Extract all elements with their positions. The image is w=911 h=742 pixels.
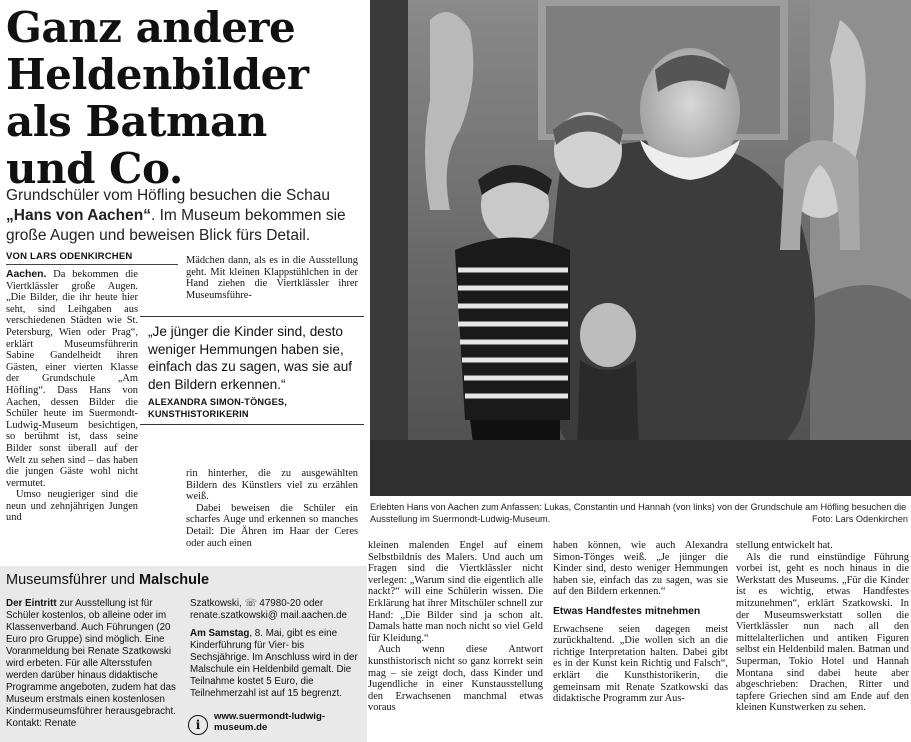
dateline: Aachen. (6, 269, 47, 280)
byline-rule (6, 264, 178, 265)
subhead-post: . Im Museum bekommen sie große Augen und beweisen Blick fürs Detail. (6, 207, 346, 244)
col3-paragraph-2: Auch wenn diese Antwort kunsthistorisch nicht so ganz korrekt sein mag – sie zeigt doch, dass Kinder und Jugendliche in einer Kunstausstellung den Erwachsenen manchmal etwas voraus (368, 644, 543, 714)
col3-paragraph-1: kleinen malenden Engel auf einem Selbstbildnis des Malers. Und auch um Fragen sind die Viertklässler nicht verlegen: „Warum sind die eigentlich alle nackt?“ will eine Schülerin wissen. Die Erklärung hat ihrer Mitschüler schnell zur Hand: „Die Bilder sind ja schon alt. Damals hatte man noch nicht so viel Geld für Kleidung.“ (368, 540, 543, 644)
info-icon: i (188, 715, 208, 735)
pull-quote (140, 316, 364, 425)
subheadline (6, 186, 366, 246)
col2-paragraph-1: rin hinterher, die zu ausgewählten Bildern des Künstlers viel zu erzählen weiß. (186, 468, 358, 503)
photo-caption (370, 502, 908, 525)
col5-paragraph-2: Als die rund einstündige Führung vorbei ist, geht es noch hinaus in die Werkstatt des Museums. „Für die Kinder ist es wichtig, etwas Handfestes mitzunehmen“, erklärt Szatkowski. In der Museumswerkstatt sollen die Viertklässler nun nach all den mittelalterlichen und antiken Figuren selbst ein Heldenbild malen. Batman und Superman, Tokio Hotel und Hannah Montana sind dabei heute aber abgeschrieben: Drachen, Ritter und tapfere Griechen sind am Ende auf den kleinen Kunstwerken zu sehen. (736, 551, 909, 714)
article-column-4 (553, 540, 728, 742)
article-column-2-bottom (186, 468, 358, 560)
article-column-2-top (186, 255, 358, 303)
col1-paragraph-2: Umso neugieriger sind die neun und zehnjährigen Jungen und (6, 489, 138, 524)
info-entry-label: Der Eintritt (6, 598, 57, 609)
subhead-pre: Grundschüler vom Höfling besuchen die Schau (6, 187, 330, 204)
subhead-exhibition: „Hans von Aachen“ (6, 207, 151, 224)
col2-paragraph-2: Dabei beweisen die Schüler ein scharfes Auge und erkennen so manches Detail: Die Ähren im Haar der Ceres oder auch einen (186, 502, 358, 549)
info-box-right-column (190, 598, 362, 708)
contact-phone: Szatkowski, ☏ 47980-20 oder (190, 598, 324, 609)
photo-illustration (370, 0, 911, 496)
info-title-bold: Malschule (138, 572, 210, 588)
saturday-label: Am Samstag (190, 628, 250, 639)
contact-email[interactable]: renate.szatkowski@ mail.aachen.de (190, 610, 347, 621)
article-column-3 (368, 540, 543, 742)
col2-paragraph-top: Mädchen dann, als es in die Ausstellung geht. Mit kleinen Klappstühlchen in der Hand ziehen die Viertklässler ihrer Museumsführe- (186, 255, 358, 301)
saturday-text: , 8. Mai, gibt es eine Kinderführung für Vier- bis Sechsjährige. Im Anschluss wird in der Malschule ein Heldenbild gemalt. Die Teilnahme kostet 5 Euro, die Teilnehmerzahl ist auf 15 begrenzt. (190, 628, 358, 699)
info-title-plain: Museumsführer und (6, 572, 139, 588)
pull-quote-author (148, 396, 364, 420)
pull-quote-name: ALEXANDRA SIMON-TÖNGES, (148, 397, 288, 407)
col4-paragraph-2: Erwachsene seien dagegen meist zurückhaltend. „Die wollen sich an die richtige Interpretation halten. Dabei gibt es in der Kunst kein Richtig und Falsch“, erklärt die Kunsthistorikerin, die gemeinsam mit Renate Szatkowski das didaktische Programm zur Aus- (553, 623, 728, 705)
col4-paragraph-1: haben können, wie auch Alexandra Simon-Tönges weiß. „Je jünger die Kinder sind, desto weniger Hemmungen haben sie, einfach das zu sagen, was sie auf den Bildern erkennen.“ (553, 540, 728, 598)
headline: Ganz andere Heldenbilder als Batman und Co. (6, 3, 309, 193)
section-heading: Etwas Handfestes mitnehmen (553, 605, 701, 617)
article-column-5 (736, 540, 909, 742)
info-box-left-column (6, 598, 178, 742)
info-entry-text: zur Ausstellung ist für Schüler kostenlos, ob alleine oder im Klassenverband. Auch Führungen (20 Euro pro Gruppe) sind möglich. Eine Voranmeldung bei Renate Szatkowski wird erbeten. Für alle Altersstufen werden darüber hinaus didaktische Programme angeboten, zudem hat das Museum erstmals einen kostenlosen Kindermuseumsführer herausgebracht. Kontakt: Renate (6, 598, 176, 729)
col5-paragraph-1: stellung entwickelt hat. (736, 540, 833, 551)
photo-credit: Foto: Lars Odenkirchen (811, 513, 908, 524)
pull-quote-role: KUNSTHISTORIKERIN (148, 409, 249, 419)
caption-text: Erlebten Hans von Aachen zum Anfassen: Lukas, Constantin und Hannah (von links) von der Grundschule am Höfling besuchen die Ausstellung im Suermondt-Ludwig-Museum. (370, 502, 907, 524)
col1-paragraph-1: Da bekommen die Viertklässler große Augen. „Die Bilder, die ihr heute hier seht, sind Leihgaben aus verschiedenen Städten wie St. Petersburg, Wien oder Prag“, erklärt Museumsführerin Sabine Gandelheidt ihren Gästen, einer vierten Klasse der Grundschule „Am Höfling“. Dass Hans von Aachen, dessen Bilder die Schüler heute im Suermondt-Ludwig-Museum besichtigen, so berühmt ist, dass seine Bilder sonst überall auf der Welt zu sehen sind – das haben die jungen Gäste wohl nicht vermutet. (6, 269, 138, 489)
article-photo (370, 0, 911, 496)
byline: VON LARS ODENKIRCHEN (6, 251, 133, 262)
museum-website-link[interactable]: www.suermondt-ludwig-museum.de (214, 711, 326, 733)
info-box-title (6, 572, 209, 588)
pull-quote-text: „Je jünger die Kinder sind, desto weniger Hemmungen haben sie, einfach das zu sagen, was sie auf den Bildern erkennen.“ (148, 324, 353, 392)
